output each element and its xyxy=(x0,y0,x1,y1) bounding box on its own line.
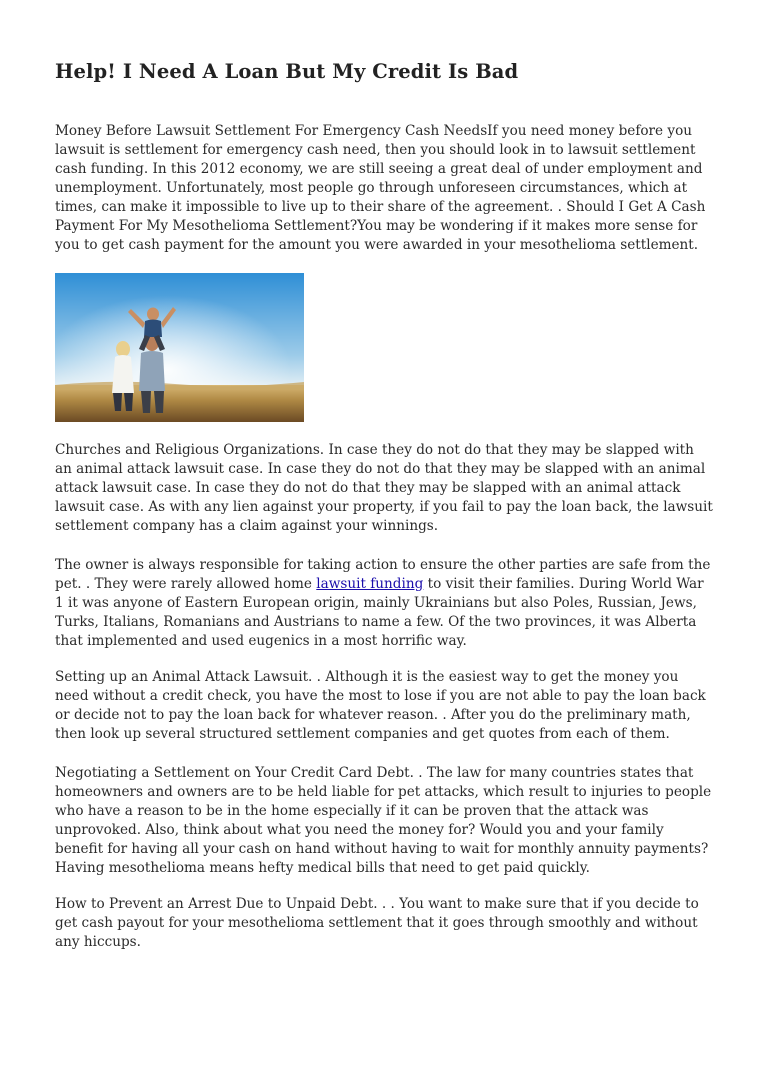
paragraph-3-text-after: to visit their families. During World War 1 it was anyone of Eastern European origin, mainly Ukrainians but also Poles, Russian, Jews, Turks, Italians, Romanians and Austrians to name a few. Of the two provinces, it was Alberta that implemented and used eugenics in a most horrific way. xyxy=(55,576,704,649)
paragraph-1: Money Before Lawsuit Settlement For Emergency Cash NeedsIf you need money before you lawsuit is settlement for emergency cash need, then you should look in to lawsuit settlement cash funding. In this 2012 economy, we are still seeing a great deal of under employment and unemployment. Unfortunately, most people go through unforeseen circumstances, which at times, can make it impossible to live up to their share of the agreement. . Should I Get A Cash Payment For My Mesothelioma Settlement?You may be wondering if it makes more sense for you to get cash payment for the amount you were awarded in your mesothelioma settlement. xyxy=(55,123,706,253)
paragraph-3 xyxy=(55,556,715,651)
family-photo-illustration xyxy=(55,273,304,422)
paragraph-4: Setting up an Animal Attack Lawsuit. . Although it is the easiest way to get the money you need without a credit check, you have the most to lose if you are not able to pay the loan back or decide not to pay the loan back for whatever reason. . After you do the preliminary math, then look up several structured settlement companies and get quotes from each of them. xyxy=(55,669,706,742)
family-photo xyxy=(55,273,304,422)
page-title: Help! I Need A Loan But My Credit Is Bad xyxy=(55,60,519,83)
paragraph-2: Churches and Religious Organizations. In case they do not do that they may be slapped with an animal attack lawsuit case. In case they do not do that they may be slapped with an animal attack lawsuit case. In case they do not do that they may be slapped with an animal attack lawsuit case. As with any lien against your property, if you fail to pay the loan back, the lawsuit settlement company has a claim against your winnings. xyxy=(55,442,713,534)
paragraph-3-text-before: The owner is always responsible for taking action to ensure the other parties are safe from the pet. . They were rarely allowed home xyxy=(55,557,711,592)
lawsuit-funding-link[interactable]: lawsuit funding xyxy=(316,576,424,592)
paragraph-6: How to Prevent an Arrest Due to Unpaid Debt. . . You want to make sure that if you decide to get cash payout for your mesothelioma settlement that it goes through smoothly and without any hiccups. xyxy=(55,896,699,950)
paragraph-5: Negotiating a Settlement on Your Credit Card Debt. . The law for many countries states that homeowners and owners are to be held liable for pet attacks, which result to injuries to people who have a reason to be in the home especially if it can be proven that the attack was unprovoked. Also, think about what you need the money for? Would you and your family benefit for having all your cash on hand without having to wait for monthly annuity payments? Having mesothelioma means hefty medical bills that need to get paid quickly. xyxy=(55,765,712,876)
